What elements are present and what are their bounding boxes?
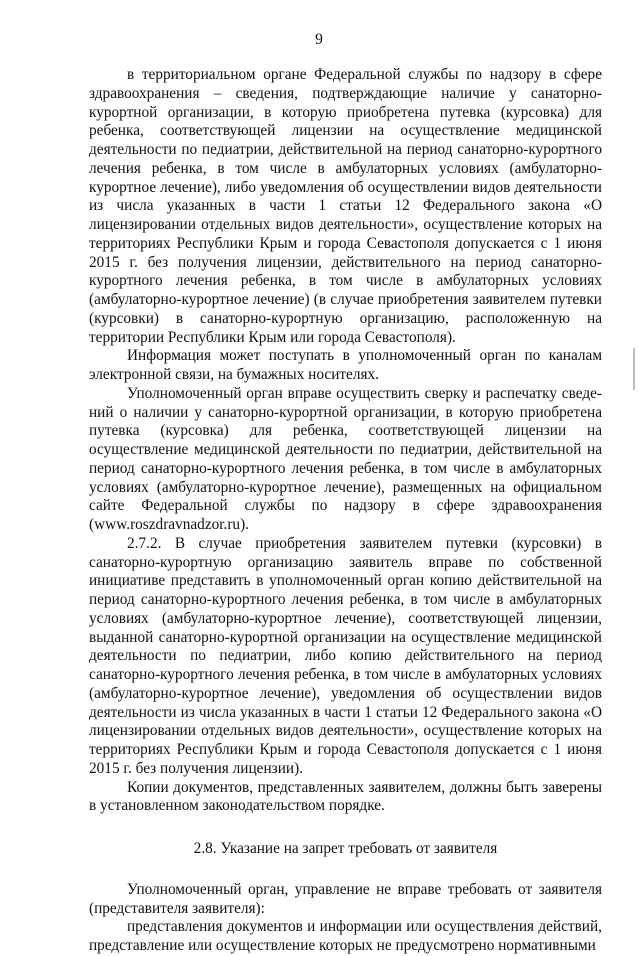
scan-edge-mark bbox=[633, 348, 635, 390]
paragraph-copies-certified: Копии документов, представленных заявителем, должны быть заверены в установленном законодательством порядке. bbox=[89, 778, 602, 815]
paragraph-prohibition-item: представления документов и информации или осуществления действий, представление или осуществление которых не предусмотрено нормативными bbox=[89, 918, 602, 954]
page-number: 9 bbox=[315, 31, 323, 48]
paragraph-information-channels: Информация может поступать в уполномоченный орган по каналам электронной связи, на бумажных носителях. bbox=[89, 347, 602, 383]
paragraph-verification: Уполномоченный орган вправе осуществить сверку и распечатку сведений о наличии у санаторно-курортной организации, в которую приобретена путевка (курсовка) для ребенка, соответствующей лицензии на осуществление медицинской деятельности по педиатрии, действительной на период санаторно-курортного лечения ребенка, в том числе в амбулаторных условиях (амбулаторно-курортное лечение), размещенных на официальном сайте Федеральной службы по надзору в сфере здравоохранения (www.roszdravnadzor.ru). bbox=[89, 384, 602, 533]
page-body bbox=[89, 66, 602, 956]
section-heading-2-8: 2.8. Указание на запрет требовать от заявителя bbox=[193, 840, 498, 857]
paragraph-continuation: в территориальном органе Федеральной службы по надзору в сфере здравоохранения – сведения, подтверждающие наличие у санаторно-курортной организации, в которую приобретена путевка (курсовка) для ребенка, соответствующей лицензии на осуществление медицинской деятельности по педиатрии, действительной на период санаторно-курортного лечения ребенка, в том числе в амбулаторных условиях (амбулаторно-курортное лечение), либо уведомления об осуществлении видов деятельности из числа указанных в части 1 статьи 12 Федерального закона «О лицензировании отдельных видов деятельности», осуществление которых на территориях Республики Крым и города Севастополя допускается с 1 июня 2015 г. без получения лицензии, действительного на период санаторно-курортного лечения ребенка, в том числе в амбулаторных условиях (амбулаторно-курортное лечение) (в случае приобретения заявителем путевки (курсовки) в санаторно-курортную организацию, расположенную на территории Республики Крым или города Севастополя). bbox=[89, 66, 602, 346]
paragraph-prohibition-intro: Уполномоченный орган, управление не вправе требовать от заявителя (представителя заявителя): bbox=[89, 880, 602, 917]
paragraph-2-7-2: 2.7.2. В случае приобретения заявителем путевки (курсовки) в санаторно-курортную организацию заявитель вправе по собственной инициативе представить в уполномоченный орган копию действительной на период санаторно-курортного лечения ребенка, в том числе в амбулаторных условиях (амбулаторно-курортное лечение), соответствующей лицензии, выданной санаторно-курортной организации на осуществление медицинской деятельности по педиатрии, либо копию действительного на период санаторно-курортного лечения ребенка, в том числе в амбулаторных условиях (амбулаторно-курортное лечение), уведомления об осуществлении видов деятельности из числа указанных в части 1 статьи 12 Федерального закона «О лицензировании отдельных видов деятельности», осуществление которых на территориях Республики Крым и города Севастополя допускается с 1 июня 2015 г. без получения лицензии). bbox=[89, 534, 602, 777]
